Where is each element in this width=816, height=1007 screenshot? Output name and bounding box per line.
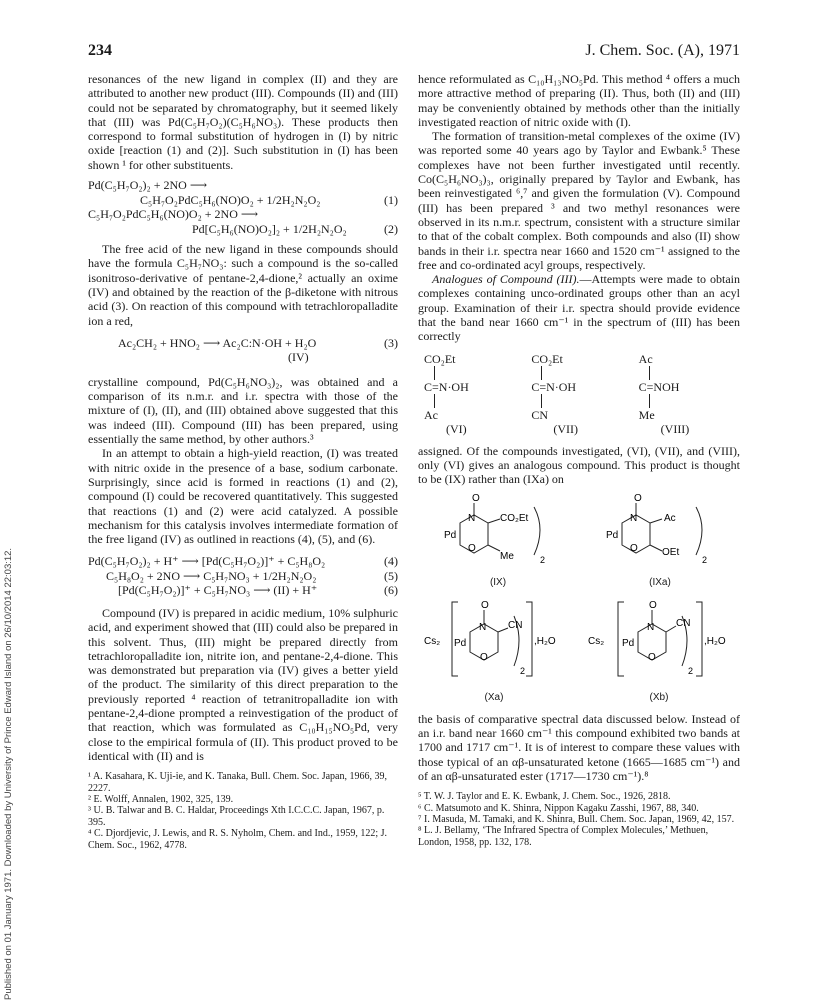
equation-text: Pd[C₅H₆(NO)O₂]₂ + 1/2H₂N₂O₂ [192, 221, 347, 236]
structure-text: CO₂Et [531, 351, 563, 366]
bond-line [649, 394, 650, 408]
paragraph-text: —Attempts were made to obtain complexes containing unco-ordinated groups other than an acyl group. Examination of their i.r. spectra should provide evidence that the band near 1660 cm⁻¹ in the spectrum of (III) has been correctly [418, 272, 740, 344]
equation-text: C₅H₈O₂ + 2NO ⟶ C₅H₇NO₃ + 1/2H₂N₂O₂ [106, 568, 317, 583]
footnote: ⁴ C. Djordjevic, J. Lewis, and R. S. Nyholm, Chem. and Ind., 1959, 122; J. Chem. Soc., 1962, 4778. [88, 828, 388, 851]
compound-label: (IXa) [649, 576, 671, 588]
left-column [88, 72, 398, 851]
hydrate-label: ,H₂O [704, 636, 726, 648]
substituent-label: Me [500, 550, 514, 562]
footnote: ⁸ L. J. Bellamy, ‘The Infrared Spectra of Complex Molecules,’ Methuen, London, 1958, pp. 132, 178. [418, 825, 709, 848]
structure-xa-drawing [424, 596, 564, 686]
bond-line [541, 394, 542, 408]
equation-3 [88, 336, 398, 365]
page-number: 234 [88, 42, 112, 59]
footnote: ⁷ I. Masuda, M. Tamaki, and K. Shinra, Bull. Chem. Soc. Japan, 1969, 42, 157. [418, 814, 735, 826]
equation-number: (3) [384, 335, 398, 350]
footnote: ⁶ C. Matsumoto and K. Shinra, Nippon Kagaku Zasshi, 1967, 88, 340. [418, 802, 699, 814]
figure-ix-ixa [418, 493, 740, 591]
substituent-label: Ac [664, 512, 676, 524]
equations-4-6 [88, 554, 398, 598]
count-label: 2 [520, 666, 526, 677]
footnotes [418, 791, 740, 848]
structure-text: Me [638, 407, 655, 422]
footnote: ³ U. B. Talwar and B. C. Haldar, Proceedings Xth I.C.C.C. Japan, 1967, p. 395. [88, 805, 385, 828]
equation-line [88, 583, 398, 598]
right-column [418, 72, 740, 848]
equation-text: [Pd(C₅H₇O₂)]⁺ + C₅H₇NO₃ ⟶ (II) + H⁺ [118, 583, 318, 598]
paragraph: the basis of comparative spectral data discussed below. Instead of an i.r. band near 1660 cm⁻¹ this compound exhibited two bands at 1700 and 1717 cm⁻¹. It is of interest to compare these values with those typical of an αβ-unsaturated ketone (1665—1685 cm⁻¹) and of an αβ-unsaturated ester (1717—1730 cm⁻¹).⁸ [418, 711, 740, 783]
atom-label: N [479, 622, 487, 634]
structure-xb-drawing [584, 596, 734, 686]
footnote: ² E. Wolff, Annalen, 1902, 325, 139. [88, 794, 234, 805]
footnote: ¹ A. Kasahara, K. Uji-ie, and K. Tanaka, Bull. Chem. Soc. Japan, 1966, 39, 2227. [88, 771, 387, 794]
atom-label: Pd [454, 638, 467, 650]
equation-number: (4) [384, 554, 398, 569]
equation-line [88, 222, 398, 237]
bond-line [649, 366, 650, 380]
page-header [88, 42, 740, 64]
structure-ixa [600, 493, 720, 591]
compound-label: (VI) [446, 421, 467, 436]
paragraph [418, 272, 740, 343]
paragraph: assigned. Of the compounds investigated, (VI), (VII), and (VIII), only (VI) gives an analogous compound. This product is thought to be (IX) rather than (IXa) on [418, 443, 740, 487]
compound-label: (Xb) [649, 692, 669, 704]
compound-label: (VIII) [660, 421, 690, 436]
equation-number: (2) [384, 221, 398, 236]
compound-label: (IX) [489, 576, 507, 588]
section-heading: Analogues of Compound (III). [432, 272, 580, 287]
compound-label: (VII) [553, 421, 578, 436]
equation-1 [88, 178, 398, 236]
paragraph: Compound (IV) is prepared in acidic medium, 10% sulphuric acid, and experiment showed that (III) could also be prepared in this solvent. Thus, (III) might be prepared directly from tetrachloropalladite ion, nitrite ion, and pentane-2,4-dione. This was demonstrated but preparation via (IV) gives a better yield of the product. The similarity of this direct preparation to the previously reported ⁴ reaction of tetranitropalladite ion with pentane-2,4-dione prompted a reinvestigation of the product of that reaction, which was formulated as C₁₀H₁₅NO₅Pd, very close to the empirical formula of (II). This product proved to be identical with (II) and is [88, 605, 398, 763]
atom-label: Pd [606, 529, 619, 541]
atom-label: O [481, 600, 489, 612]
atom-label: N [468, 512, 476, 524]
atom-label: O [468, 542, 476, 554]
equation-line [88, 569, 398, 584]
bond-line [434, 394, 435, 408]
structure [418, 352, 525, 436]
paragraph: resonances of the new ligand in complex (II) and they are attributed to another new product (III). Compounds (II) and (III) could not be separated by chromatography, but it seemed likely that (III) was Pd(C₅H₇O₂)(C₅H₆NO₃). These products then correspond to formal substitution of hydrogen in (I) by nitric oxide [reaction (1) and (2)]. Such substitution in (I) has been shown ¹ for other substituents. [88, 72, 398, 172]
atom-label: O [649, 600, 657, 612]
bond-line [541, 366, 542, 380]
equation-number: (1) [384, 192, 398, 207]
atom-label: O [648, 652, 656, 664]
count-label: 2 [540, 554, 546, 565]
figure-xa-xb [418, 596, 740, 706]
journal-title: J. Chem. Soc. (A), 1971 [585, 42, 740, 59]
equation-line: C₅H₇O₂PdC₅H₆(NO)O₂ + 2NO ⟶ [88, 207, 259, 222]
structure-xb [584, 596, 734, 706]
footnotes [88, 771, 398, 851]
cation-label: Cs₂ [424, 636, 441, 648]
equation-text: C₅H₇O₂PdC₅H₆(NO)O₂ + 1/2H₂N₂O₂ [140, 192, 321, 207]
paragraph: hence reformulated as C₁₀H₁₃NO₅Pd. This method ⁴ offers a much more attractive method of preparing (II). Thus, both (II) and (III) may be conveniently obtained by methods other than the initially investigated reaction of nitric oxide with (I). [418, 72, 740, 129]
structure-ixa-drawing [600, 493, 720, 571]
structure-text: Ac [424, 407, 438, 422]
substituent-label: OEt [662, 546, 680, 558]
bond-line [434, 366, 435, 380]
structures-vi-viii [418, 352, 740, 436]
count-label: 2 [702, 554, 708, 565]
substituent-label: CN [676, 618, 691, 630]
structure-text: C=N·OH [424, 379, 469, 394]
equation-text: Pd(C₅H₇O₂)₂ + H⁺ ⟶ [Pd(C₅H₇O₂)]⁺ + C₅H₈O₂ [88, 554, 326, 569]
structure-ix-drawing [438, 493, 558, 571]
paragraph: The free acid of the new ligand in these compounds should have the formula C₅H₇NO₃: such a compound is the so-called isonitroso-derivative of pentane-2,4-dione,² actually an oxime (IV) and obtained by the reaction of the β-diketone with nitrous acid (3). On reaction of this compound with tetrachloropalladite ion a red, [88, 242, 398, 328]
atom-label: O [480, 652, 488, 664]
structure-ix [438, 493, 558, 591]
structure-xa [424, 596, 564, 706]
structure-text: C=NOH [638, 379, 680, 394]
paragraph: The formation of transition-metal complexes of the oxime (IV) was reported some 40 years ago by Taylor and Ewbank.⁵ These complexes have not been further investigated until recently. Co(C₅H₆NO₃)₃, originally prepared by Taylor and Ewbank, has been reinvestigated ⁶,⁷ and given the formulation (V). Compound (III) has been prepared ³ and two methyl resonances were observed in its n.m.r. spectrum, consistent with a structure similar to that of the cobalt complex. Both compounds and also (II) show bands in their i.r. spectra near 1660 and 1520 cm⁻¹ assigned to the free and co-ordinated acyl groups, respectively. [418, 129, 740, 272]
compound-label: (Xa) [484, 692, 504, 704]
equation-line [88, 336, 398, 351]
equation-text: Ac₂CH₂ + HNO₂ ⟶ Ac₂C:N·OH + H₂O [118, 335, 317, 350]
structure-text: CN [531, 407, 548, 422]
equation-line: Pd(C₅H₇O₂)₂ + 2NO ⟶ [88, 178, 208, 193]
atom-label: O [634, 492, 642, 504]
structure [633, 352, 740, 436]
structure-text: C=N·OH [531, 379, 577, 394]
cation-label: Cs₂ [588, 636, 605, 648]
download-notice: Published on 01 January 1971. Downloaded by University of Prince Edward Island on 26/10/2014 22:03:12. [3, 547, 14, 1000]
footnote: ⁵ T. W. J. Taylor and E. K. Ewbank, J. Chem. Soc., 1926, 2818. [418, 791, 671, 803]
atom-label: O [630, 542, 638, 554]
substituent-label: CO₂Et [500, 512, 529, 524]
atom-label: Pd [444, 529, 457, 541]
paragraph: In an attempt to obtain a high-yield reaction, (I) was treated with nitric oxide in the presence of a base, sodium carbonate. Surprisingly, since acid is formed in reactions (1) and (2), compound (I) could be recovered quantitatively. This suggested that reactions (1) and (2) were acid catalyzed. A possible mechanism for this catalysis involves intermediate formation of the free ligand (IV) as outlined in reactions (4), (5), and (6). [88, 446, 398, 547]
equation-number: (6) [384, 583, 398, 598]
compound-label: (IV) [288, 350, 309, 365]
atom-label: Pd [622, 638, 635, 650]
equation-line [88, 193, 398, 208]
structure-text: Ac [638, 351, 653, 366]
substituent-label: CN [508, 620, 523, 632]
atom-label: O [472, 492, 480, 504]
atom-label: N [647, 622, 655, 634]
equation-number: (5) [384, 568, 398, 583]
structure [525, 352, 632, 436]
hydrate-label: ,H₂O [534, 636, 556, 648]
atom-label: N [630, 512, 638, 524]
count-label: 2 [688, 666, 694, 677]
equation-line [88, 554, 398, 569]
structure-text: CO₂Et [424, 351, 456, 366]
paragraph: crystalline compound, Pd(C₅H₆NO₃)₂, was obtained and a comparison of its n.m.r. and i.r. spectra with those of the mixture of (I), (II), and (III) obtained above suggested that this was indeed (III). Compound (III) has been prepared, using essentially the same method, by other authors.³ [88, 374, 398, 447]
